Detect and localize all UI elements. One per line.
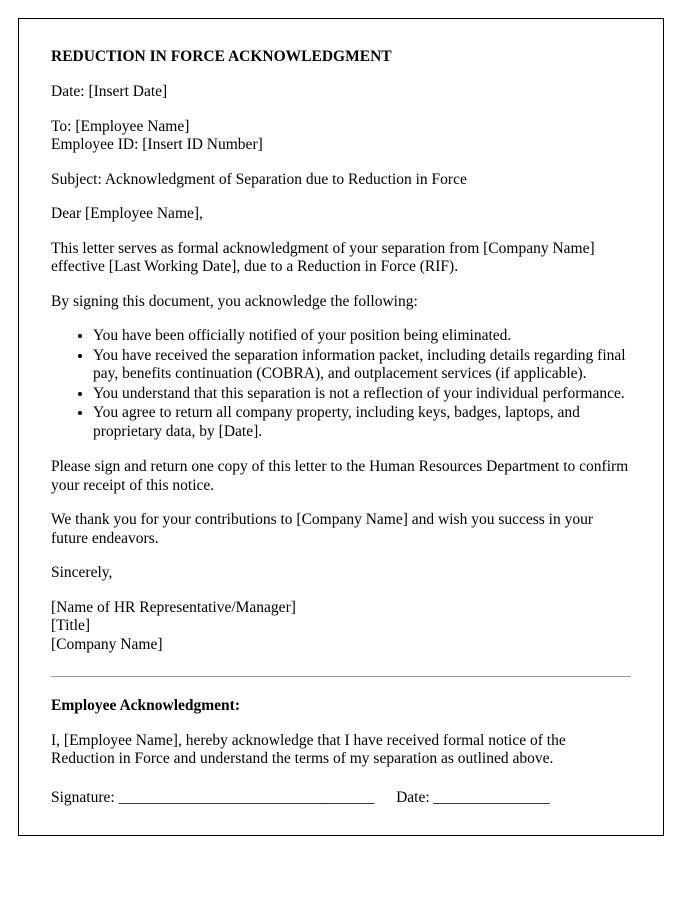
signature-block bbox=[51, 599, 631, 655]
signature-label: Signature: bbox=[51, 788, 115, 806]
signature-blank-line: _________________________________ bbox=[118, 788, 375, 806]
company-name-line: [Company Name] bbox=[51, 635, 163, 653]
signature-date-row bbox=[51, 789, 631, 808]
letter-page bbox=[18, 18, 664, 836]
date-line: Date: [Insert Date] bbox=[51, 83, 168, 100]
recipient-block bbox=[51, 118, 631, 155]
bullet-item: • You agree to return all company property, including keys, badges, laptops, and proprietary data, by [Date]. bbox=[93, 404, 631, 441]
salutation: Dear [Employee Name], bbox=[51, 205, 203, 222]
bullet-item: • You have been officially notified of your position being eliminated. bbox=[93, 327, 631, 346]
paragraph-thanks: We thank you for your contributions to [Company Name] and wish you success in your future endeavors. bbox=[51, 511, 594, 547]
paragraph-return-copy: Please sign and return one copy of this letter to the Human Resources Department to confirm your receipt of this notice. bbox=[51, 458, 629, 494]
employee-acknowledgment-heading: Employee Acknowledgment: bbox=[51, 697, 241, 714]
employee-id-line: Employee ID: [Insert ID Number] bbox=[51, 136, 263, 153]
date-label: Date: bbox=[396, 788, 430, 806]
date-blank-line: _______________ bbox=[433, 788, 550, 806]
subject-line: Subject: Acknowledgment of Separation due to Reduction in Force bbox=[51, 170, 467, 188]
acknowledgment-bullet-list bbox=[51, 327, 631, 441]
closing: Sincerely, bbox=[51, 564, 113, 581]
paragraph-acknowledge: By signing this document, you acknowledge the following: bbox=[51, 292, 418, 310]
bullet-item: • You have received the separation information packet, including details regarding final pay, benefits continuation (COBRA), and outplacement services (if applicable). bbox=[93, 347, 631, 384]
employee-acknowledgment-paragraph: I, [Employee Name], hereby acknowledge that I have received formal notice of the Reduction in Force and understand the terms of my separation as outlined above. bbox=[51, 731, 566, 767]
title-line: [Title] bbox=[51, 617, 91, 634]
section-divider bbox=[51, 676, 631, 677]
bullet-item: • You understand that this separation is not a reflection of your individual performance. bbox=[93, 385, 631, 404]
document-title: REDUCTION IN FORCE ACKNOWLEDGMENT bbox=[51, 48, 392, 65]
hr-representative-line: [Name of HR Representative/Manager] bbox=[51, 598, 296, 616]
to-line: To: [Employee Name] bbox=[51, 117, 190, 135]
paragraph-intro: This letter serves as formal acknowledgment of your separation from [Company Name] effective [Last Working Date], due to a Reduction in Force (RIF). bbox=[51, 239, 595, 275]
